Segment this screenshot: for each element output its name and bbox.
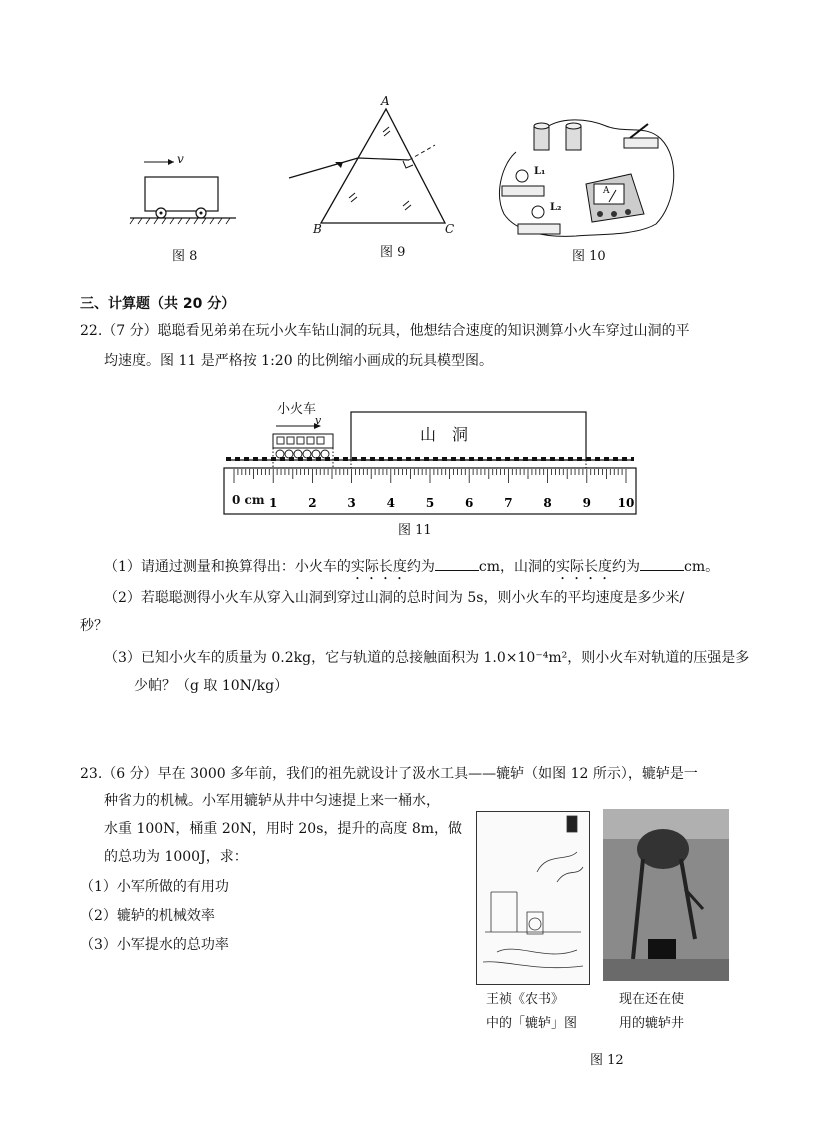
ruler-label: 4: [386, 496, 395, 510]
q23-item3: （3）小军提水的总功率: [80, 937, 229, 953]
nongshu-illustration: [476, 811, 590, 985]
vertex-a-label: A: [381, 94, 390, 108]
q23-line3: 水重 100N，桶重 20N，用时 20s，提升的高度 8m，做: [104, 821, 463, 837]
well-windlass-photo: [603, 809, 729, 981]
tunnel-label: 山 洞: [420, 425, 469, 444]
tunnel-length-blank[interactable]: [640, 556, 684, 571]
ruler-label: 7: [504, 496, 513, 510]
figure-8: [128, 148, 240, 230]
q22-stem-line2: 均速度。图 11 是严格按 1:20 的比例缩小画成的玩具模型图。: [104, 353, 494, 369]
q22-part1-d: 约为: [612, 559, 641, 575]
q22-stem-line1: 22.（7 分）聪聪看见弟弟在玩小火车钻山洞的玩具，他想结合速度的知识测算小火车穿过山洞的平: [80, 323, 690, 339]
img1-caption-line2: 中的「辘轳」图: [486, 1016, 578, 1031]
train-label: 小火车: [277, 402, 317, 417]
train-length-blank[interactable]: [435, 556, 479, 571]
q23-line1: 23.（6 分）早在 3000 多年前，我们的祖先就设计了汲水工具——辘轳（如图 12 所示），辘轳是一: [80, 766, 698, 782]
q22-part1-e: cm。: [684, 559, 720, 575]
ruler-label: 2: [308, 496, 317, 510]
figure-9-caption: 图 9: [380, 245, 406, 260]
lamp-2-label: L₂: [550, 202, 562, 213]
q22-part2-line2: 秒？: [80, 618, 108, 634]
img2-caption-line1: 现在还在使: [619, 992, 685, 1007]
img2-caption-line2: 用的辘轳井: [619, 1016, 685, 1031]
q23-item2: （2）辘轳的机械效率: [80, 908, 215, 924]
q22-part1-a: （1）请通过测量和换算得出：小火车的: [104, 559, 351, 575]
ruler-label: 5: [425, 496, 435, 510]
figure-10: [496, 114, 682, 240]
prism-diagram: [285, 94, 457, 238]
q22-part1-b: 约为: [406, 559, 435, 575]
figure-11: [222, 392, 638, 516]
figure-11-caption: 图 11: [398, 523, 432, 538]
ruler-unit-label: 0 cm: [232, 493, 265, 507]
ruler-label: 8: [543, 496, 552, 510]
q22-part3-line1: （3）已知小火车的质量为 0.2kg，它与轨道的总接触面积为 1.0×10⁻⁴m²，则小火车对轨道的压强是多: [104, 650, 750, 666]
ruler-label: 10: [617, 496, 635, 510]
vertex-b-label: B: [313, 222, 322, 236]
q23-item1: （1）小军所做的有用功: [80, 879, 229, 895]
figure-10-caption: 图 10: [572, 249, 606, 264]
figure-12-caption: 图 12: [590, 1053, 624, 1068]
ruler-label: 9: [582, 496, 591, 510]
q23-line4: 的总功为 1000J，求：: [104, 849, 248, 865]
figure-8-caption: 图 8: [172, 249, 198, 264]
ruler-label: 6: [465, 496, 474, 510]
section-heading: 三、计算题（共 20 分）: [80, 296, 236, 312]
cart-diagram: [128, 148, 240, 230]
q22-part1-c: cm，山洞的: [478, 559, 557, 575]
velocity-label: v: [177, 152, 184, 166]
ammeter-label: A: [603, 186, 610, 196]
lamp-1-label: L₁: [534, 166, 546, 177]
q22-part2-line1: （2）若聪聪测得小火车从穿入山洞到穿过山洞的总时间为 5s，则小火车的平均速度是多少米/: [104, 590, 685, 606]
ruler-label: 3: [347, 496, 356, 510]
figure-9: [285, 94, 457, 238]
circuit-diagram: [496, 114, 682, 240]
q22-part1: [104, 556, 719, 583]
q23-line2: 种省力的机械。小军用辘轳从井中匀速提上来一桶水，: [104, 793, 440, 809]
img1-caption-line1: 王祯《农书》: [486, 992, 565, 1007]
q22-part1-em2: 实际长度: [556, 559, 613, 575]
q22-part1-em1: 实际长度: [350, 559, 407, 575]
q22-part3-line2: 少帕？（g 取 10N/kg）: [134, 678, 289, 694]
ruler-label: 1: [269, 496, 278, 510]
train-velocity-label: v: [315, 414, 322, 427]
vertex-c-label: C: [445, 222, 455, 236]
